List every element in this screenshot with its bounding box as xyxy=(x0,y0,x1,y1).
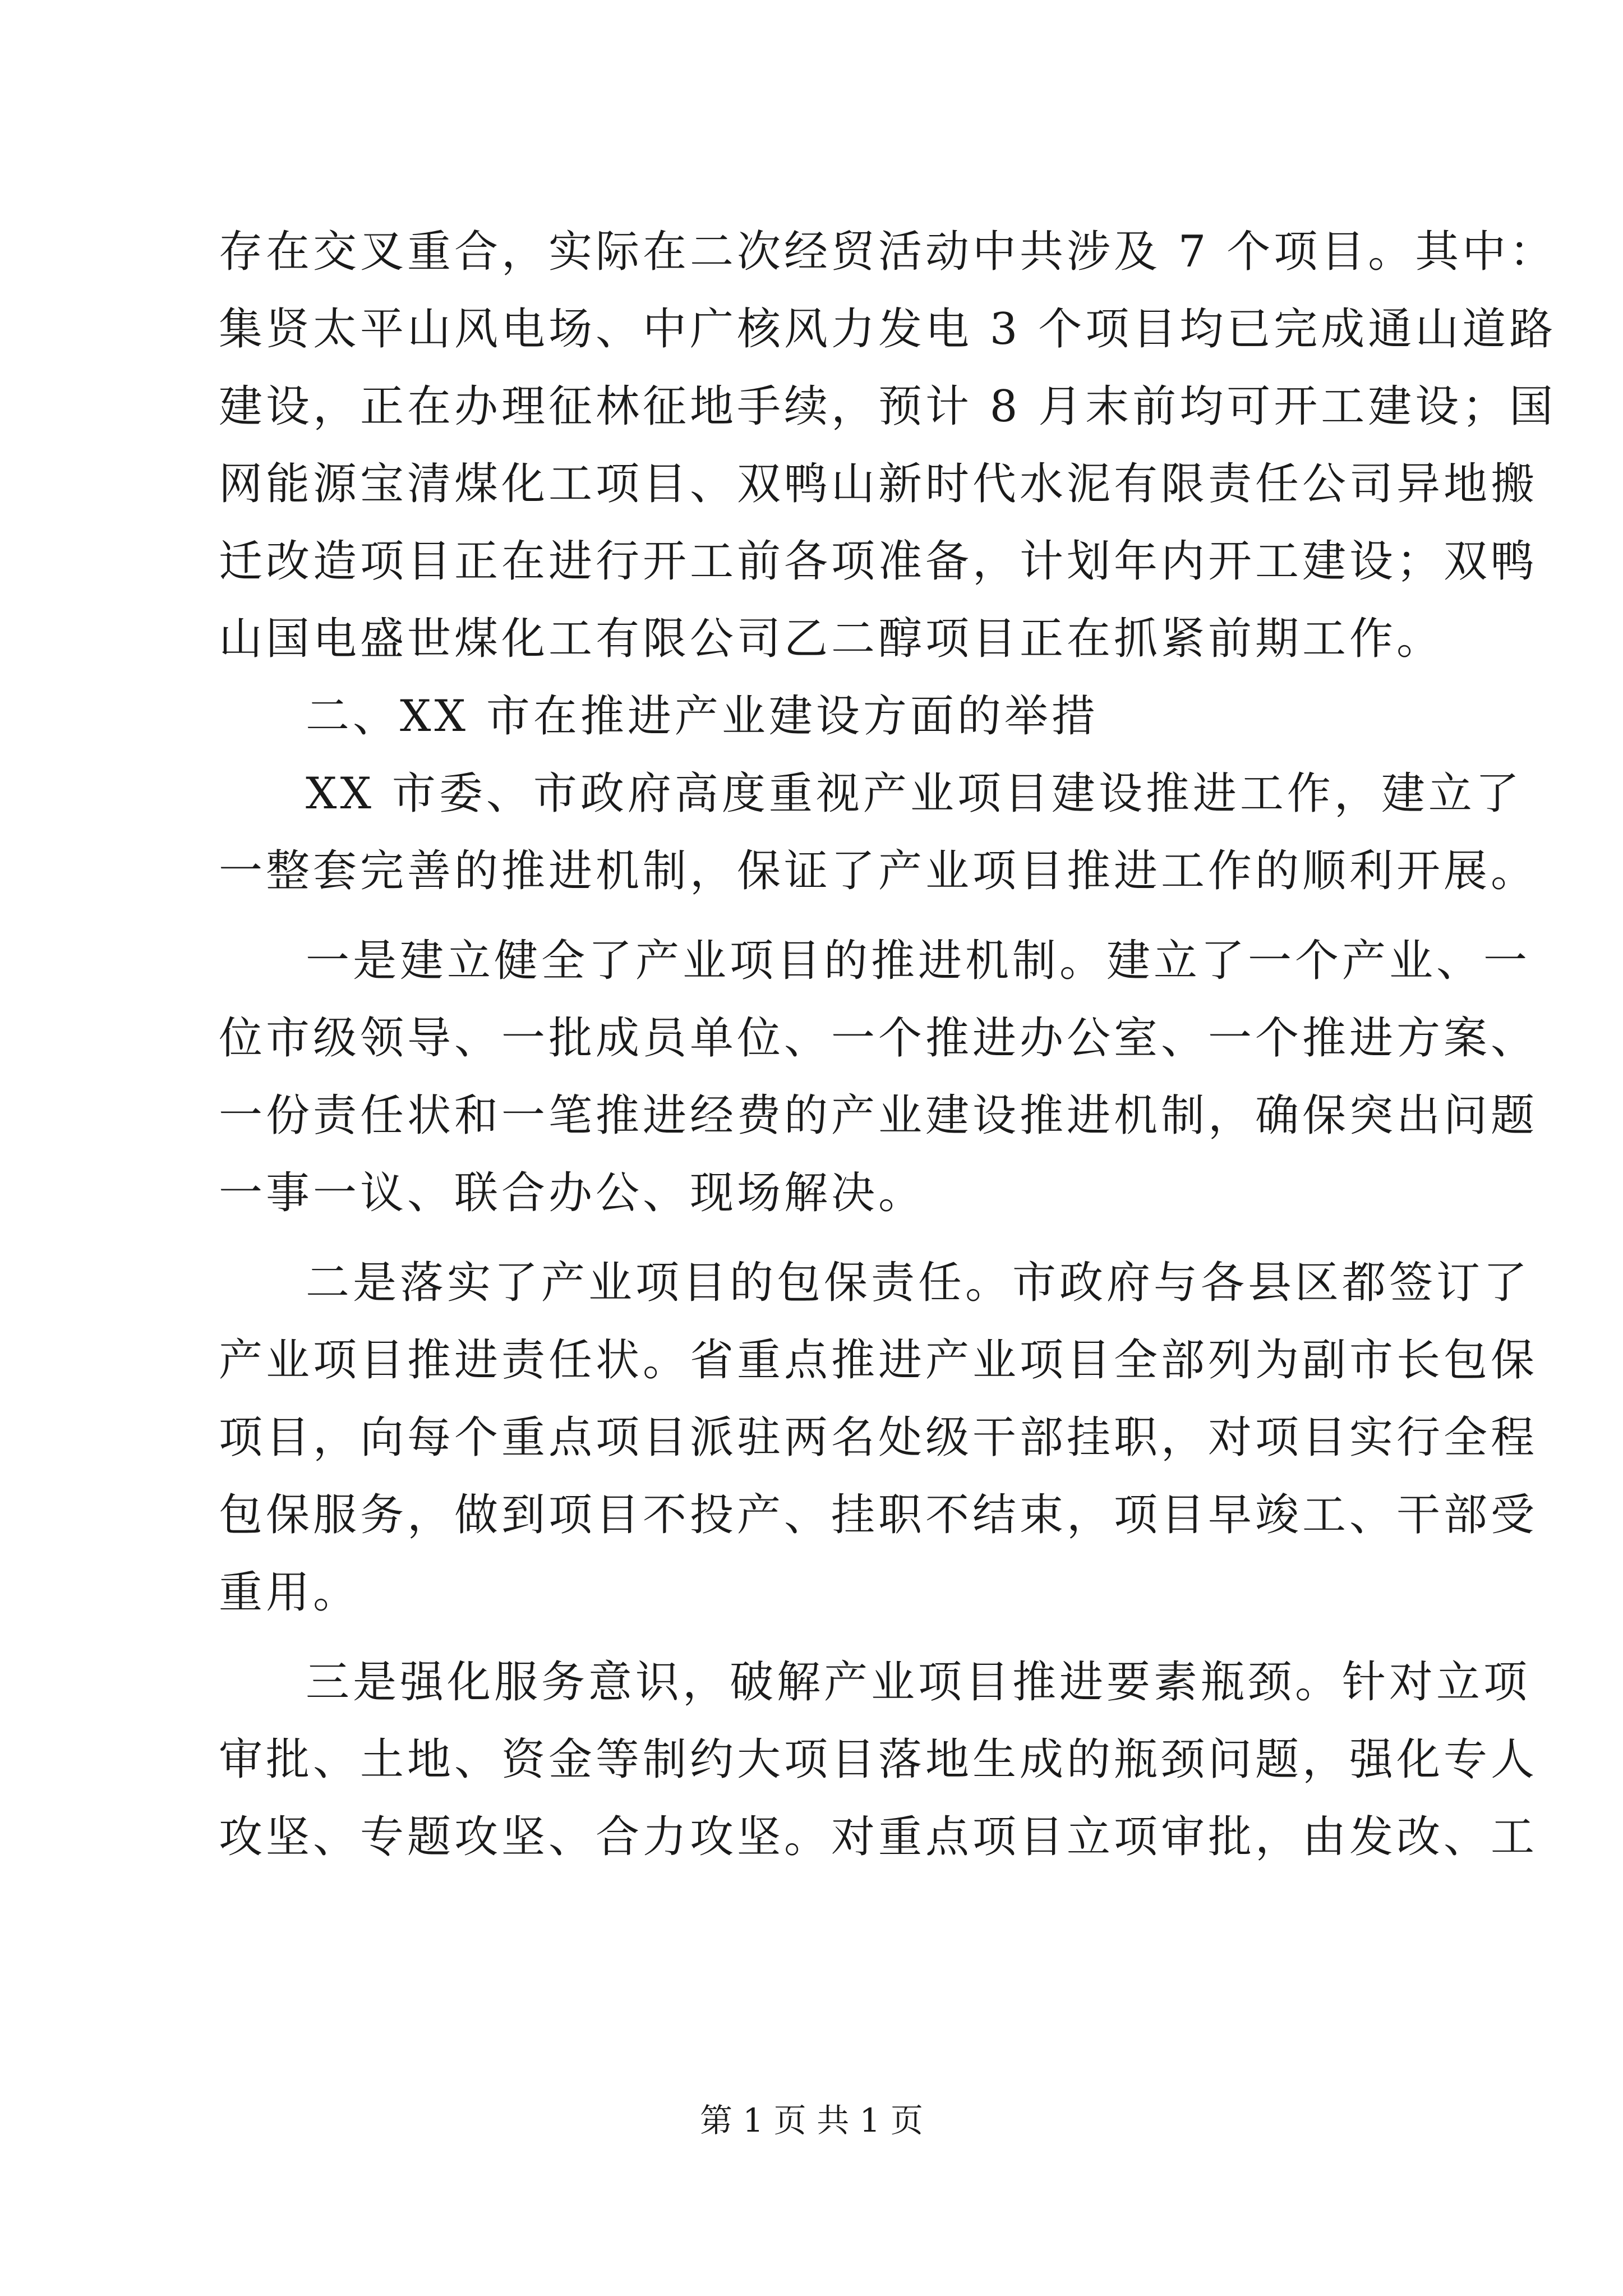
paragraph-line: 一事一议、联合办公、现场解决。 xyxy=(219,1168,926,1218)
paragraph-line: 山国电盛世煤化工有限公司乙二醇项目正在抓紧前期工作。 xyxy=(219,614,1444,664)
section-heading: 二、XX 市在推进产业建设方面的举措 xyxy=(306,691,1099,742)
paragraph-line: 审批、土地、资金等制约大项目落地生成的瓶颈问题，强化专人 xyxy=(219,1734,1538,1785)
paragraph-line: 一整套完善的推进机制，保证了产业项目推进工作的顺利开展。 xyxy=(219,846,1538,896)
paragraph-line: 一是建立健全了产业项目的推进机制。建立了一个产业、一 xyxy=(306,936,1531,986)
paragraph-line: 包保服务，做到项目不投产、挂职不结束，项目早竣工、干部受 xyxy=(219,1490,1538,1540)
paragraph-line: 集贤太平山风电场、中广核风力发电 3 个项目均已完成通山道路 xyxy=(219,304,1557,355)
paragraph-line: 重用。 xyxy=(219,1567,361,1618)
paragraph-line: 一份责任状和一笔推进经费的产业建设推进机制，确保突出问题 xyxy=(219,1091,1538,1141)
paragraph-line: 网能源宝清煤化工项目、双鸭山新时代水泥有限责任公司异地搬 xyxy=(219,459,1538,509)
paragraph-line: 项目，向每个重点项目派驻两名处级干部挂职，对项目实行全程 xyxy=(219,1412,1538,1463)
paragraph-line: 建设，正在办理征林征地手续，预计 8 月末前均可开工建设；国 xyxy=(219,381,1557,432)
document-body xyxy=(219,213,1557,1876)
paragraph-line: XX 市委、市政府高度重视产业项目建设推进工作，建立了 xyxy=(306,769,1523,819)
paragraph-line: 存在交叉重合，实际在二次经贸活动中共涉及 7 个项目。其中： xyxy=(219,227,1557,277)
paragraph-line: 二是落实了产业项目的包保责任。市政府与各县区都签订了 xyxy=(306,1258,1531,1308)
paragraph-line: 攻坚、专题攻坚、合力攻坚。对重点项目立项审批，由发改、工 xyxy=(219,1812,1538,1862)
page-footer: 第 1 页 共 1 页 xyxy=(700,2101,923,2139)
paragraph-line: 三是强化服务意识，破解产业项目推进要素瓶颈。针对立项 xyxy=(306,1657,1531,1708)
paragraph-line: 位市级领导、一批成员单位、一个推进办公室、一个推进方案、 xyxy=(219,1013,1538,1064)
paragraph-line: 迁改造项目正在进行开工前各项准备，计划年内开工建设；双鸭 xyxy=(219,536,1538,587)
paragraph-line: 产业项目推进责任状。省重点推进产业项目全部列为副市长包保 xyxy=(219,1335,1538,1386)
